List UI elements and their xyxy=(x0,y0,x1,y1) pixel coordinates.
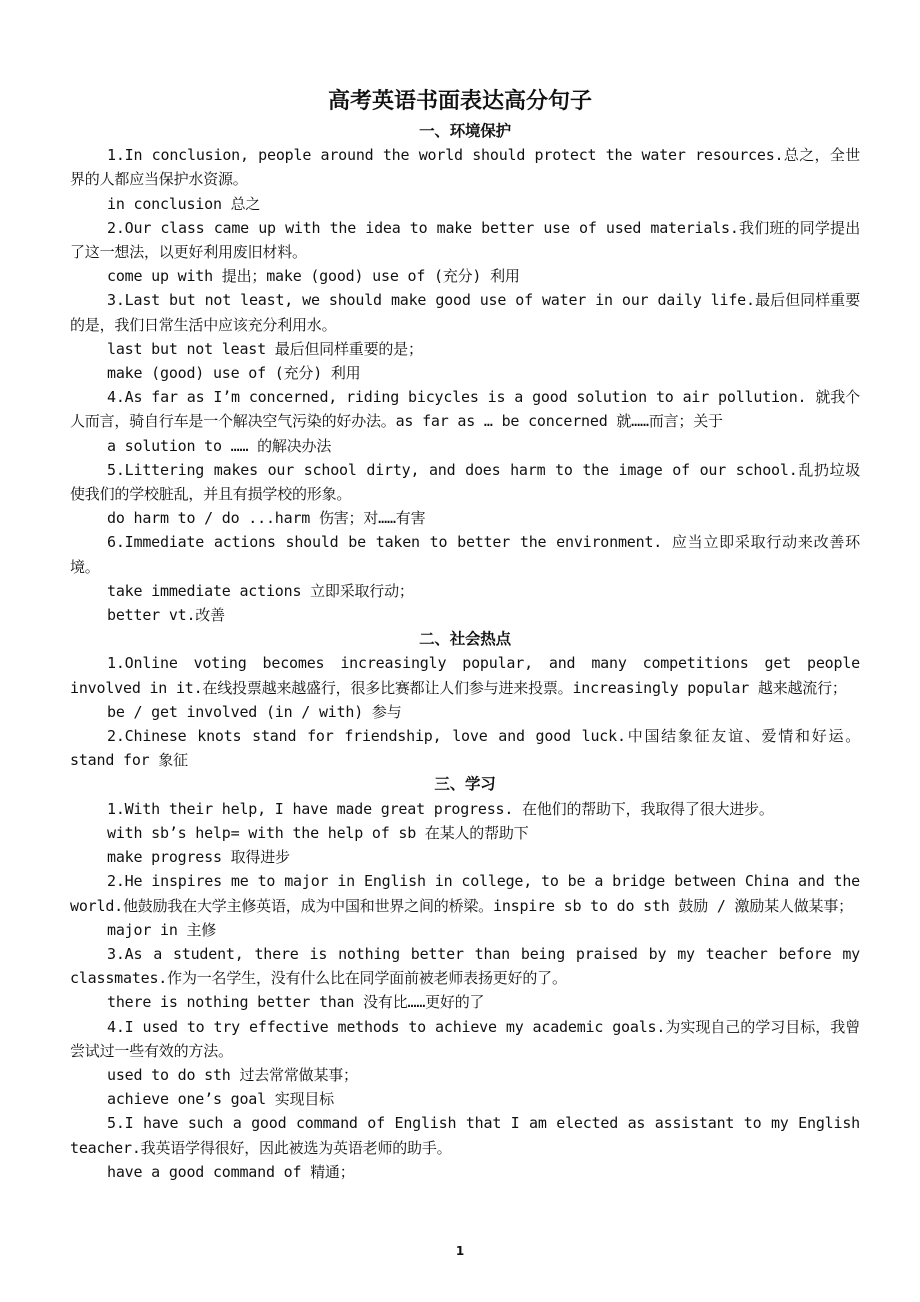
sentence: 1.With their help, I have made great progress. 在他们的帮助下，我取得了很大进步。 xyxy=(107,799,774,818)
document-title: 高考英语书面表达高分句子 xyxy=(327,89,592,114)
section-heading-study: 三、学习 xyxy=(434,775,496,794)
sentence: 4.I used to try effective methods to achieve my academic goals.为实现自己的学习目标，我曾尝试过一些有效的方法。 xyxy=(70,1017,860,1060)
sentence: 1.In conclusion, people around the world should protect the water resources.总之，全世界的人都应当保护水资源。 xyxy=(70,146,860,189)
page-number: 1 xyxy=(455,1244,465,1258)
sentence: 2.Chinese knots stand for friendship, love and good luck.中国结象征友谊、爱情和好运。stand for 象征 xyxy=(70,727,860,770)
sentence: 6.Immediate actions should be taken to better the environment. 应当立即采取行动来改善环境。 xyxy=(70,533,860,576)
sentence: 4.As far as I’m concerned, riding bicycles is a good solution to air pollution. 就我个人而言，骑自行车是一个解决空气污染的好办法。as far as … be concerned 就……而言；关于 xyxy=(70,388,860,431)
phrase-note: a solution to …… 的解决办法 xyxy=(107,436,332,455)
phrase-note: be / get involved (in / with) 参与 xyxy=(107,702,402,721)
phrase-note: in conclusion 总之 xyxy=(107,194,261,213)
section-heading-social-hotspots: 二、社会热点 xyxy=(419,630,511,649)
phrase-note: last but not least 最后但同样重要的是； xyxy=(107,339,423,358)
sentence: 2.He inspires me to major in English in college, to be a bridge between China and the world.他鼓励我在大学主修英语，成为中国和世界之间的桥梁。inspire sb to do sth 鼓励 / 激励某人做某事； xyxy=(70,872,860,915)
phrase-note: achieve one’s goal 实现目标 xyxy=(107,1090,334,1109)
sentence: 2.Our class came up with the idea to make better use of used materials.我们班的同学提出了这一想法，以更好利用废旧材料。 xyxy=(70,218,860,262)
phrase-note: there is nothing better than 没有比……更好的了 xyxy=(107,993,485,1012)
phrase-note: major in 主修 xyxy=(107,920,217,939)
phrase-note: come up with 提出；make (good) use of (充分) 利用 xyxy=(107,267,520,286)
phrase-note: used to do sth 过去常常做某事； xyxy=(107,1065,358,1084)
phrase-note: make (good) use of (充分) 利用 xyxy=(107,364,361,383)
phrase-note: make progress 取得进步 xyxy=(107,848,290,867)
document-body xyxy=(70,119,860,1184)
sentence: 5.Littering makes our school dirty, and does harm to the image of our school.乱扔垃圾使我们的学校脏乱，并且有损学校的形象。 xyxy=(70,460,860,504)
phrase-note: take immediate actions 立即采取行动； xyxy=(107,581,414,600)
phrase-note: better vt.改善 xyxy=(107,606,225,625)
sentence: 5.I have such a good command of English that I am elected as assistant to my English teacher.我英语学得很好，因此被选为英语老师的助手。 xyxy=(70,1114,860,1157)
phrase-note: do harm to / do ...harm 伤害；对……有害 xyxy=(107,509,426,528)
sentence: 3.Last but not least, we should make good use of water in our daily life.最后但同样重要的是，我们日常生活中应该充分利用水。 xyxy=(70,291,860,334)
sentence: 1.Online voting becomes increasingly popular, and many competitions get people involved in it.在线投票越来越盛行，很多比赛都让人们参与进来投票。increasingly popular 越来越流行； xyxy=(70,654,860,697)
section-heading-environment: 一、环境保护 xyxy=(419,122,511,140)
phrase-note: with sb’s help= with the help of sb 在某人的帮助下 xyxy=(107,823,529,842)
sentence: 3.As a student, there is nothing better than being praised by my teacher before my classmates.作为一名学生，没有什么比在同学面前被老师表扬更好的了。 xyxy=(70,944,860,988)
phrase-note: have a good command of 精通； xyxy=(107,1162,355,1181)
